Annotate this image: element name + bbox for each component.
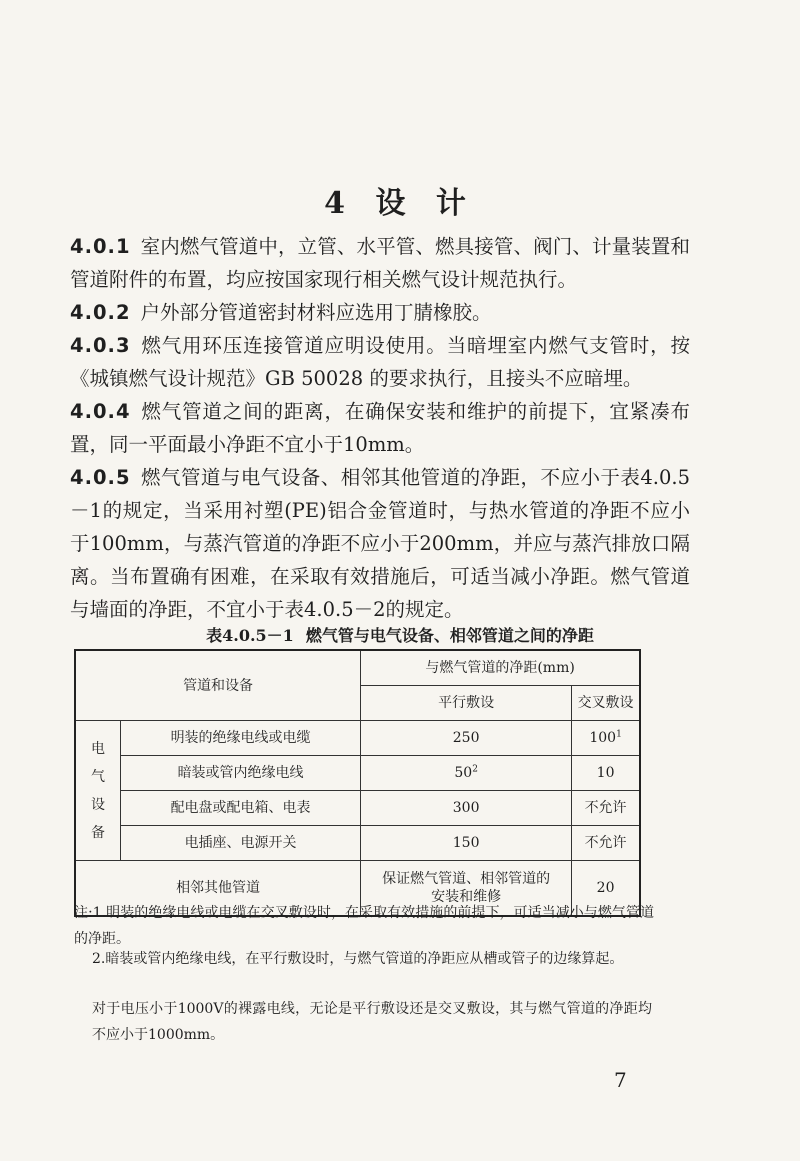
header-clearance-group: 与燃气管道的净距(mm) <box>361 650 640 686</box>
header-pipe-equipment: 管道和设备 <box>75 650 361 721</box>
parallel-value: 150 <box>452 835 480 851</box>
clause-number: 4.0.2 <box>70 301 131 324</box>
table-caption <box>0 623 800 646</box>
table-number: 表4.0.5－1 <box>206 626 294 645</box>
cross-value: 10 <box>596 765 615 781</box>
table-note-3: 对于电压小于1000V的裸露电线，无论是平行敷设还是交叉敷设，其与燃气管道的净距均不应小于1000mm。 <box>92 1001 652 1043</box>
clause-text: 燃气管道与电气设备、相邻其他管道的净距，不应小于表4.0.5－1的规定，当采用衬塑(PE)铝合金管道时，与热水管道的净距不应小于100mm，与蒸汽管道的净距不应小于200mm，并应与蒸汽排放口隔离。当布置确有困难，在采取有效措施后，可适当减小净距。燃气管道与墙面的净距，不宜小于表4.0.5－2的规定。 <box>70 466 690 621</box>
row-parallel <box>361 791 572 826</box>
parallel-value: 250 <box>452 730 480 746</box>
cross-value: 不允许 <box>584 835 627 851</box>
row-item: 电插座、电源开关 <box>121 826 361 861</box>
clause-text: 燃气用环压连接管道应明设使用。当暗埋室内燃气支管时，按《城镇燃气设计规范》GB 50028 的要求执行，且接头不应暗埋。 <box>70 334 690 390</box>
clause-4-0-3 <box>70 329 690 395</box>
clause-text: 燃气管道之间的距离，在确保安装和维护的前提下，宜紧凑布置，同一平面最小净距不宜小于10mm。 <box>70 400 690 456</box>
row-cross <box>572 791 640 826</box>
clause-text: 户外部分管道密封材料应选用丁腈橡胶。 <box>140 301 492 324</box>
row-item: 暗装或管内绝缘电线 <box>121 756 361 791</box>
parallel-line1: 保证燃气管道、相邻管道的 <box>382 871 551 887</box>
clause-4-0-4 <box>70 395 690 461</box>
group-label-electrical <box>75 721 121 861</box>
row-parallel <box>361 826 572 861</box>
row-item: 明装的绝缘电线或电缆 <box>121 721 361 756</box>
clause-4-0-1 <box>70 230 690 296</box>
row-cross <box>572 826 640 861</box>
row-cross: 20 <box>572 861 640 917</box>
clause-number: 4.0.3 <box>70 334 131 357</box>
row-parallel <box>361 721 572 756</box>
cross-sup: 1 <box>616 729 622 740</box>
parallel-value: 50 <box>454 765 473 781</box>
clause-4-0-2 <box>70 296 690 329</box>
table-row <box>75 791 640 826</box>
parallel-sup: 2 <box>472 764 478 775</box>
row-item: 相邻其他管道 <box>75 861 361 917</box>
clause-number: 4.0.5 <box>70 466 131 489</box>
clearance-table <box>74 649 641 917</box>
table-note-1: 注:1.明装的绝缘电线或电缆在交叉敷设时，在采取有效措施的前提下，可适当减小与燃气管道的净距。 <box>74 905 654 947</box>
header-parallel: 平行敷设 <box>361 686 572 721</box>
group-char: 设 <box>91 796 105 813</box>
table-row <box>75 756 640 791</box>
row-cross <box>572 721 640 756</box>
group-char: 电 <box>91 740 105 757</box>
group-char: 气 <box>91 768 105 785</box>
chapter-heading: 设 计 <box>375 186 476 221</box>
cross-value: 不允许 <box>584 800 627 816</box>
chapter-title <box>0 178 800 222</box>
clause-text: 室内燃气管道中，立管、水平管、燃具接管、阀门、计量装置和管道附件的布置，均应按国家现行相关燃气设计规范执行。 <box>70 235 690 291</box>
row-item: 配电盘或配电箱、电表 <box>121 791 361 826</box>
cross-value: 100 <box>589 730 617 746</box>
group-char: 备 <box>91 824 105 841</box>
table-title: 燃气管与电气设备、相邻管道之间的净距 <box>305 626 594 645</box>
clause-4-0-5 <box>70 461 690 626</box>
row-parallel <box>361 756 572 791</box>
parallel-line2: 安装和维修 <box>431 889 502 905</box>
table-row <box>75 721 640 756</box>
table-row <box>75 826 640 861</box>
chapter-number: 4 <box>324 186 355 221</box>
page-number: 7 <box>614 1068 627 1092</box>
parallel-value: 300 <box>452 800 480 816</box>
clause-number: 4.0.4 <box>70 400 131 423</box>
table-note-2: 2.暗装或管内绝缘电线，在平行敷设时，与燃气管道的净距应从槽或管子的边缘算起。 <box>92 951 624 967</box>
row-cross <box>572 756 640 791</box>
table-header-row <box>75 650 640 686</box>
header-cross: 交叉敷设 <box>572 686 640 721</box>
clause-number: 4.0.1 <box>70 235 131 258</box>
